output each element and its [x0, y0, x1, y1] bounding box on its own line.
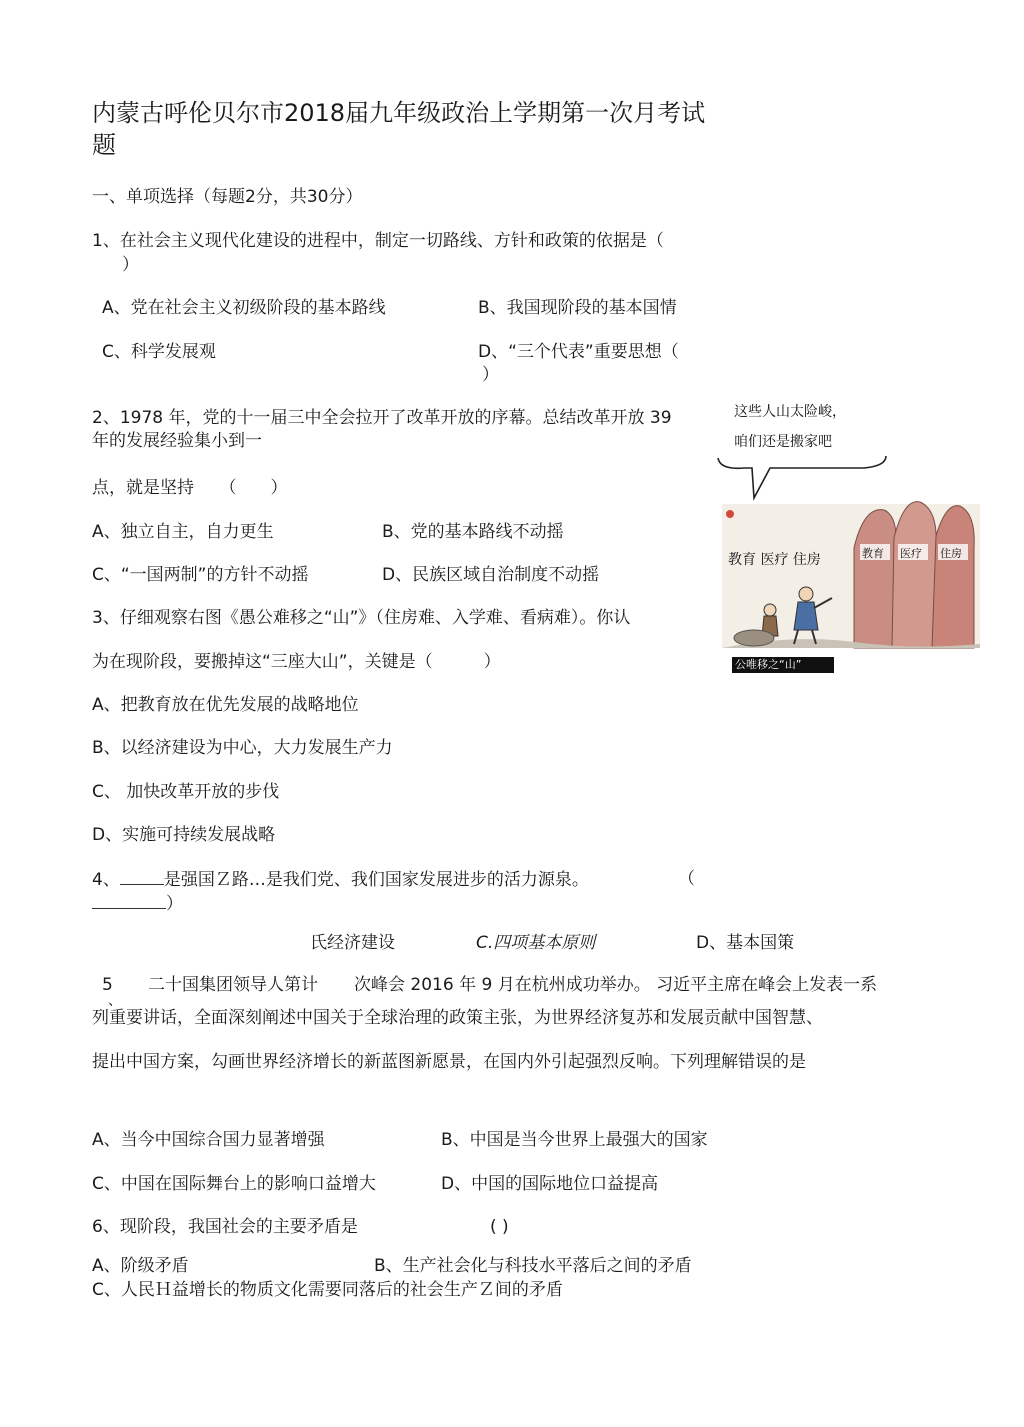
q4-answer-line	[92, 892, 183, 915]
page-title: 内蒙古呼伦贝尔市2018届九年级政治上学期第一次月考试	[92, 99, 706, 127]
q2-option-a: A、独立自主，自力更生	[92, 522, 274, 542]
q5-option-d: D、中国的国际地位口益提高	[441, 1174, 659, 1194]
q5-stem-a: 二十国集团领导人第计	[148, 975, 318, 995]
q3-option-b: B、以经济建设为中心，大力发展生产力	[92, 738, 393, 758]
q1-option-c: C、科学发展观	[102, 342, 216, 362]
q6-paren: ( )	[490, 1217, 509, 1237]
q1-option-d-cont: ）	[482, 365, 499, 385]
q6-option-a: A、阶级矛盾	[92, 1256, 189, 1276]
q5-option-b: B、中国是当今世界上最强大的国家	[441, 1130, 708, 1150]
sign-text: 教育 医疗 住房	[728, 552, 821, 568]
q5-stem-b: 次峰会 2016 年 9 月在杭州成功举办。 习近平主席在峰会上发表一系	[354, 975, 878, 995]
q2-option-b: B、党的基本路线不动摇	[382, 522, 564, 542]
q4-paren-close: ）	[166, 894, 183, 914]
sun-icon	[726, 510, 734, 518]
q1-option-a: A、党在社会主义初级阶段的基本路线	[102, 298, 386, 318]
q1-stem-cont: ）	[122, 255, 139, 275]
q5-option-a: A、当今中国综合国力显著增强	[92, 1130, 325, 1150]
q4-stem	[92, 868, 589, 891]
q1-stem: 1、在社会主义现代化建设的进程中，制定一切路线、方针和政策的依据是（	[92, 231, 664, 251]
mountain-label-3: 住房	[940, 547, 962, 560]
q5-stem-line2: 列重要讲话，全面深刻阐述中国关于全球治理的政策主张，为世界经济复苏和发展贡献中国智慧、	[92, 1008, 823, 1028]
speech-bubble	[718, 456, 886, 498]
q4-stem-text: 是强国Ｚ路…是我们党、我们国家发展进步的活力源泉。	[163, 870, 589, 890]
cartoon-image	[714, 398, 986, 678]
q4-option-d: D、基本国策	[696, 933, 795, 953]
q5-number: 5	[102, 975, 113, 995]
bubble-text-line1: 这些人山太险峻，	[734, 404, 846, 420]
q5-mark: 、	[108, 993, 122, 1009]
q3-option-d: D、实施可持续发展战略	[92, 825, 276, 845]
q3-option-c: C、 加快改革开放的步伐	[92, 782, 280, 802]
q4-paren-open: （	[678, 869, 695, 889]
q6-option-c: C、人民Ｈ益增长的物质文化需要同落后的社会生产Ｚ间的矛盾	[92, 1280, 563, 1300]
q4-option-a: 氏经济建设	[310, 933, 395, 953]
q2-stem-end: 点，就是坚持 （ ）	[92, 478, 288, 498]
q2-option-c: C、“一国两制”的方针不动摇	[92, 565, 309, 585]
bubble-text-line2: 咱们还是搬家吧	[734, 434, 832, 450]
q4-number: 4、	[92, 870, 120, 890]
mountain-mid	[892, 502, 936, 648]
q6-stem: 6、现阶段，我国社会的主要矛盾是	[92, 1217, 358, 1237]
q1-option-d: D、“三个代表”重要思想（	[478, 342, 679, 362]
q2-stem: 2、1978 年，党的十一届三中全会拉开了改革开放的序幕。总结改革开放 39	[92, 408, 672, 428]
section-heading: 一、单项选择（每题2分，共30分）	[92, 187, 363, 207]
q2-stem-cont: 年的发展经验集小到一	[92, 431, 262, 451]
q6-option-b: B、生产社会化与科技水平落后之间的矛盾	[374, 1256, 692, 1276]
q4-blank	[120, 868, 164, 885]
q1-option-b: B、我国现阶段的基本国情	[478, 298, 677, 318]
q3-stem: 3、仔细观察右图《愚公难移之“山”》（住房难、入学难、看病难）。你认	[92, 608, 631, 628]
mountain-label-2: 医疗	[900, 547, 922, 560]
page-title-cont: 题	[92, 131, 116, 159]
q2-option-d: D、民族区域自治制度不动摇	[382, 565, 600, 585]
q5-option-c: C、中国在国际舞台上的影响口益增大	[92, 1174, 376, 1194]
q3-option-a: A、把教育放在优先发展的战略地位	[92, 695, 359, 715]
mountain-label-1: 教育	[862, 547, 884, 560]
rock-pile	[734, 630, 774, 646]
q4-answer-blank	[92, 892, 166, 909]
q3-stem-cont: 为在现阶段，要搬掉这“三座大山”，关键是（ ）	[92, 652, 501, 672]
cartoon-caption: 公唯移之“山”	[732, 657, 834, 673]
q4-option-c: C.四项基本原则	[476, 933, 596, 953]
mountain-left	[854, 510, 896, 648]
q5-stem-line3: 提出中国方案，勾画世界经济增长的新蓝图新愿景，在国内外引起强烈反响。下列理解错误的是	[92, 1052, 806, 1072]
